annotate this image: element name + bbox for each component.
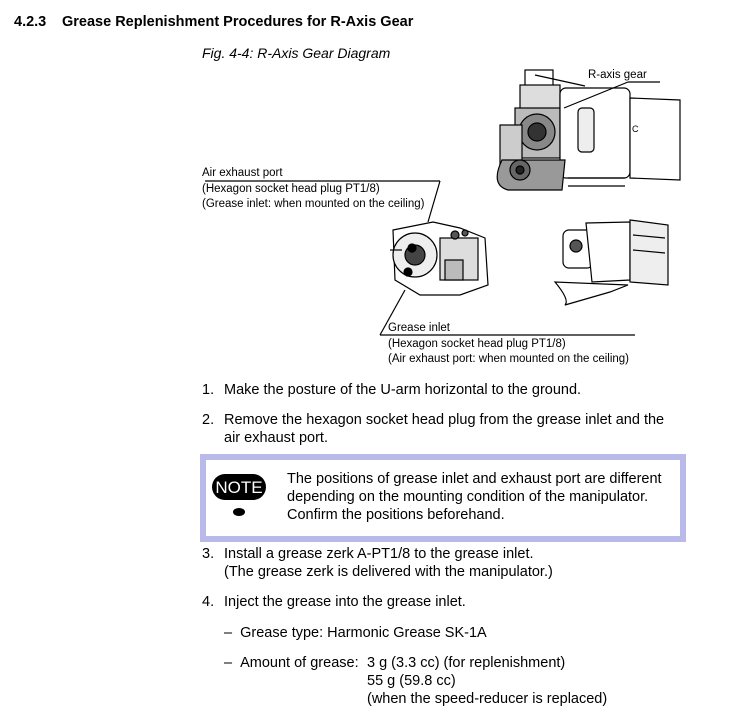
svg-text:NOTE: NOTE [215,478,263,497]
right-robot-view [555,220,668,305]
note-icon [210,472,270,529]
grease-amount-values: 3 g (3.3 cc) (for replenishment) 55 g (59.8 cc) (when the speed-reducer is replaced) [367,655,608,707]
section-number: 4.2.3 [14,14,47,30]
left-robot-view [390,222,488,295]
grease-amount-label: Amount of grease: [240,655,359,671]
note-text: The positions of grease inlet and exhaust port are different depending on the mounting condition of the manipulator. Confirm the positions beforehand. [287,471,662,523]
dash-bullet: – [224,625,233,641]
grease-amount-item [224,654,359,672]
note-box [200,454,686,542]
grease-type-text: Grease type: Harmonic Grease SK-1A [240,625,487,641]
top-robot-view [497,70,680,190]
section-heading [14,14,413,30]
svg-text:C: C [632,124,639,134]
r-axis-gear-label: R-axis gear [588,69,647,81]
figure-caption: Fig. 4-4: R-Axis Gear Diagram [202,45,391,61]
section-title: Grease Replenishment Procedures for R-Axis Gear [62,14,414,30]
dash-bullet: – [224,655,233,671]
grease-inlet-label: Grease inlet (Hexagon socket head plug PT1/8) (Air exhaust port: when mounted on the ceiling) [388,322,629,365]
grease-type-item [224,624,487,642]
air-exhaust-label: Air exhaust port (Hexagon socket head plug PT1/8) (Grease inlet: when mounted on the ceiling) [202,167,425,210]
